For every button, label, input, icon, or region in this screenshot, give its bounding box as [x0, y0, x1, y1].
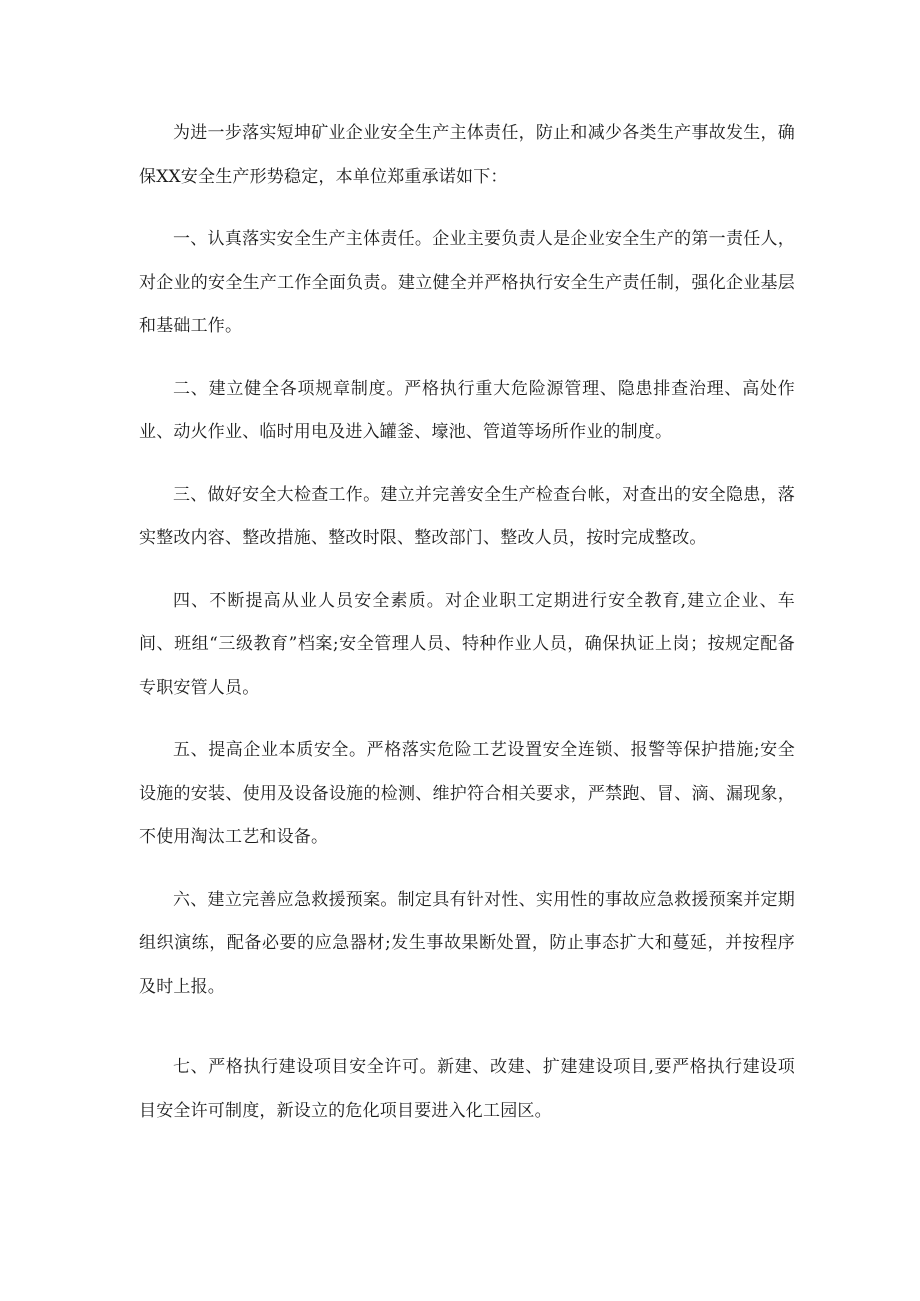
document-body [139, 112, 795, 1152]
paragraph-item-3: 三、做好安全大检查工作。建立并完善安全生产检查台帐，对查出的安全隐患，落实整改内容、整改措施、整改时限、整改部门、整改人员，按时完成整改。 [139, 484, 795, 548]
paragraph-item-2: 二、建立健全各项规章制度。严格执行重大危险源管理、隐患排查治理、高处作业、动火作业、临时用电及进入罐釜、壕池、管道等场所作业的制度。 [139, 378, 795, 442]
paragraph-item-7: 七、严格执行建设项目安全许可。新建、改建、扩建建设项目,要严格执行建设项目安全许可制度，新设立的危化项目要进入化工园区。 [139, 1057, 795, 1121]
paragraph-intro: 为进一步落实短坤矿业企业安全生产主体责任，防止和减少各类生产事故发生，确保XX安全生产形势稳定，本单位郑重承诺如下： [139, 123, 795, 187]
paragraph-item-6: 六、建立完善应急救援预案。制定具有针对性、实用性的事故应急救援预案并定期组织演练，配备必要的应急器材;发生事故果断处置，防止事态扩大和蔓延，并按程序及时上报。 [139, 889, 795, 997]
paragraph-item-5: 五、提高企业本质安全。严格落实危险工艺设置安全连锁、报警等保护措施;安全设施的安装、使用及设备设施的检测、维护符合相关要求，严禁跑、冒、滴、漏现象，不使用淘汰工艺和设备。 [139, 740, 795, 847]
paragraph-item-1: 一、认真落实安全生产主体责任。企业主要负责人是企业安全生产的第一责任人，对企业的安全生产工作全面负责。建立健全并严格执行安全生产责任制，强化企业基层和基础工作。 [139, 229, 795, 336]
paragraph-item-4: 四、不断提高从业人员安全素质。对企业职工定期进行安全教育,建立企业、车间、班组“三级教育”档案;安全管理人员、特种作业人员，确保执证上岗；按规定配备专职安管人员。 [139, 590, 795, 698]
